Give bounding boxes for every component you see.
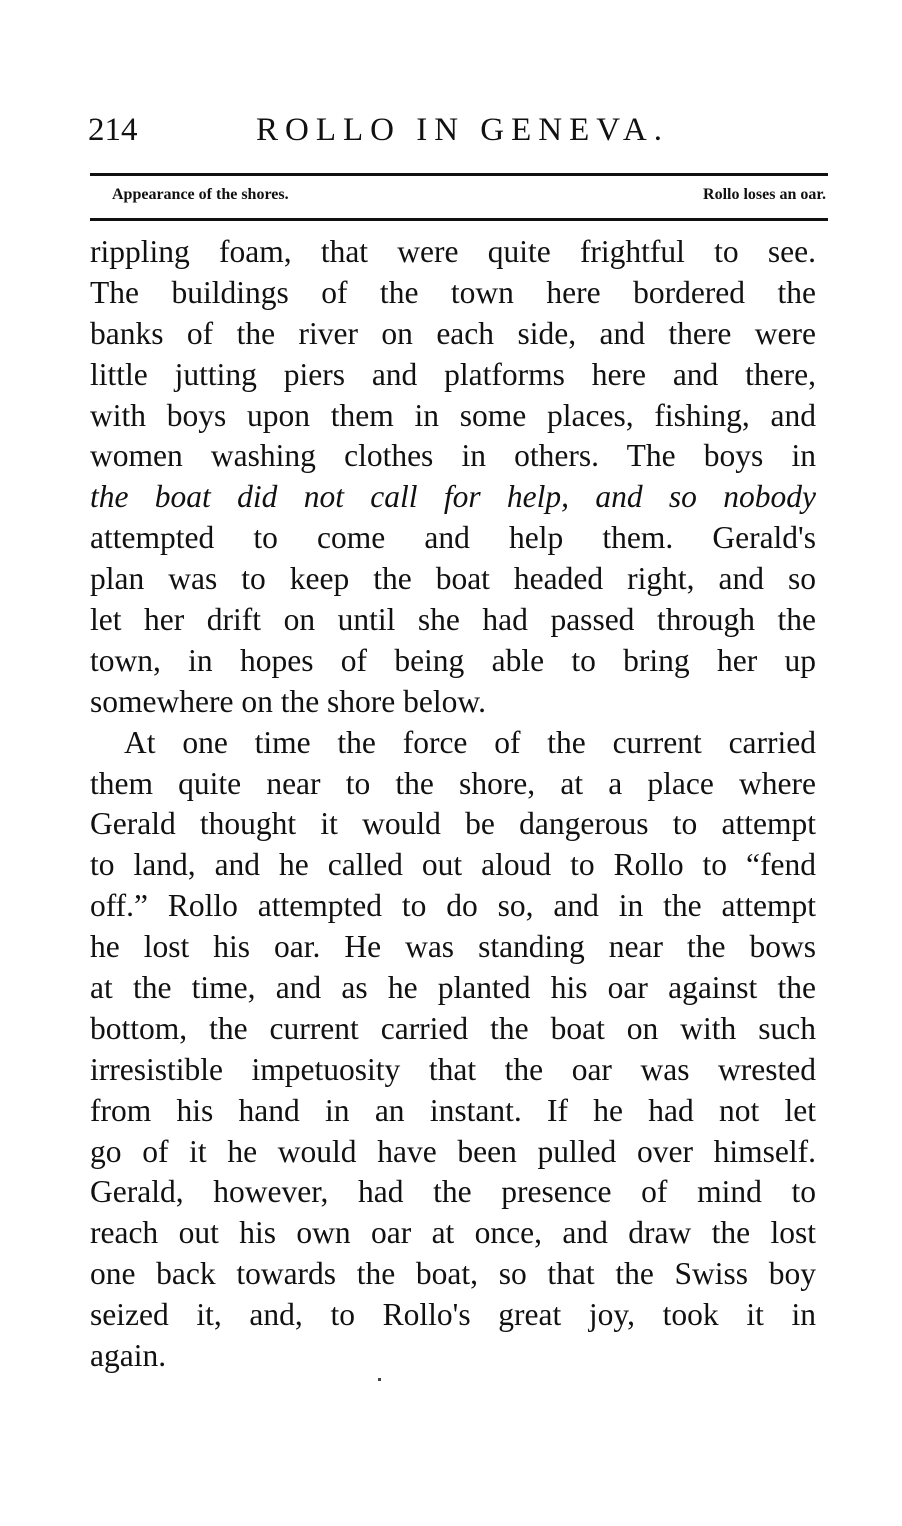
text-line: women washing clothes in others. The boys in — [90, 438, 816, 474]
text-line: reach out his own oar at once, and draw the lost — [90, 1215, 816, 1251]
text-line: one back towards the boat, so that the Swiss boy — [90, 1256, 816, 1292]
text-line: off.” Rollo attempted to do so, and in the attempt — [90, 888, 816, 924]
text-line: go of it he would have been pulled over himself. — [90, 1133, 816, 1169]
text-line: let her drift on until she had passed through the — [90, 602, 816, 638]
text-line: he lost his oar. He was standing near the bows — [90, 929, 816, 965]
text-line: rippling foam, that were quite frightful to see. — [90, 234, 816, 269]
text-line: attempted to come and help them. Gerald's — [90, 520, 816, 556]
header-rule-top — [90, 173, 828, 176]
text-line: to land, and he called out aloud to Rollo to “fend — [90, 847, 816, 883]
text-line: Gerald thought it would be dangerous to attempt — [90, 806, 816, 842]
text-line: irresistible impetuosity that the oar was wrested — [90, 1051, 816, 1087]
header-rule-bottom — [90, 218, 828, 221]
text-line: the boat did not call for help, and so nobody — [90, 479, 816, 515]
running-head — [88, 112, 828, 162]
text-line: bottom, the current carried the boat on with such — [90, 1010, 816, 1046]
page-number: 214 — [88, 112, 138, 148]
text-line: at the time, and as he planted his oar against the — [90, 970, 816, 1006]
text-line: seized it, and, to Rollo's great joy, took it in — [90, 1297, 816, 1333]
text-line: with boys upon them in some places, fishing, and — [90, 397, 816, 433]
text-line: town, in hopes of being able to bring her up — [90, 642, 816, 678]
text-line: Gerald, however, had the presence of mind to — [90, 1174, 816, 1210]
text-line: little jutting piers and platforms here and there, — [90, 356, 816, 392]
text-line: banks of the river on each side, and there were — [90, 315, 816, 351]
body-text — [90, 232, 816, 1377]
text-line: again. — [90, 1338, 167, 1374]
text-line: from his hand in an instant. If he had not let — [90, 1092, 816, 1128]
text-line: plan was to keep the boat headed right, and so — [90, 561, 816, 597]
book-title: ROLLO IN GENEVA. — [256, 112, 669, 148]
text-line: somewhere on the shore below. — [90, 683, 486, 719]
text-line: At one time the force of the current carried — [124, 724, 816, 760]
print-speck — [378, 1378, 381, 1381]
section-subheads — [112, 186, 826, 210]
text-line: them quite near to the shore, at a place where — [90, 765, 816, 801]
subhead-left: Appearance of the shores. — [112, 186, 289, 203]
text-line: The buildings of the town here bordered the — [90, 274, 816, 310]
subhead-right: Rollo loses an oar. — [703, 186, 826, 203]
